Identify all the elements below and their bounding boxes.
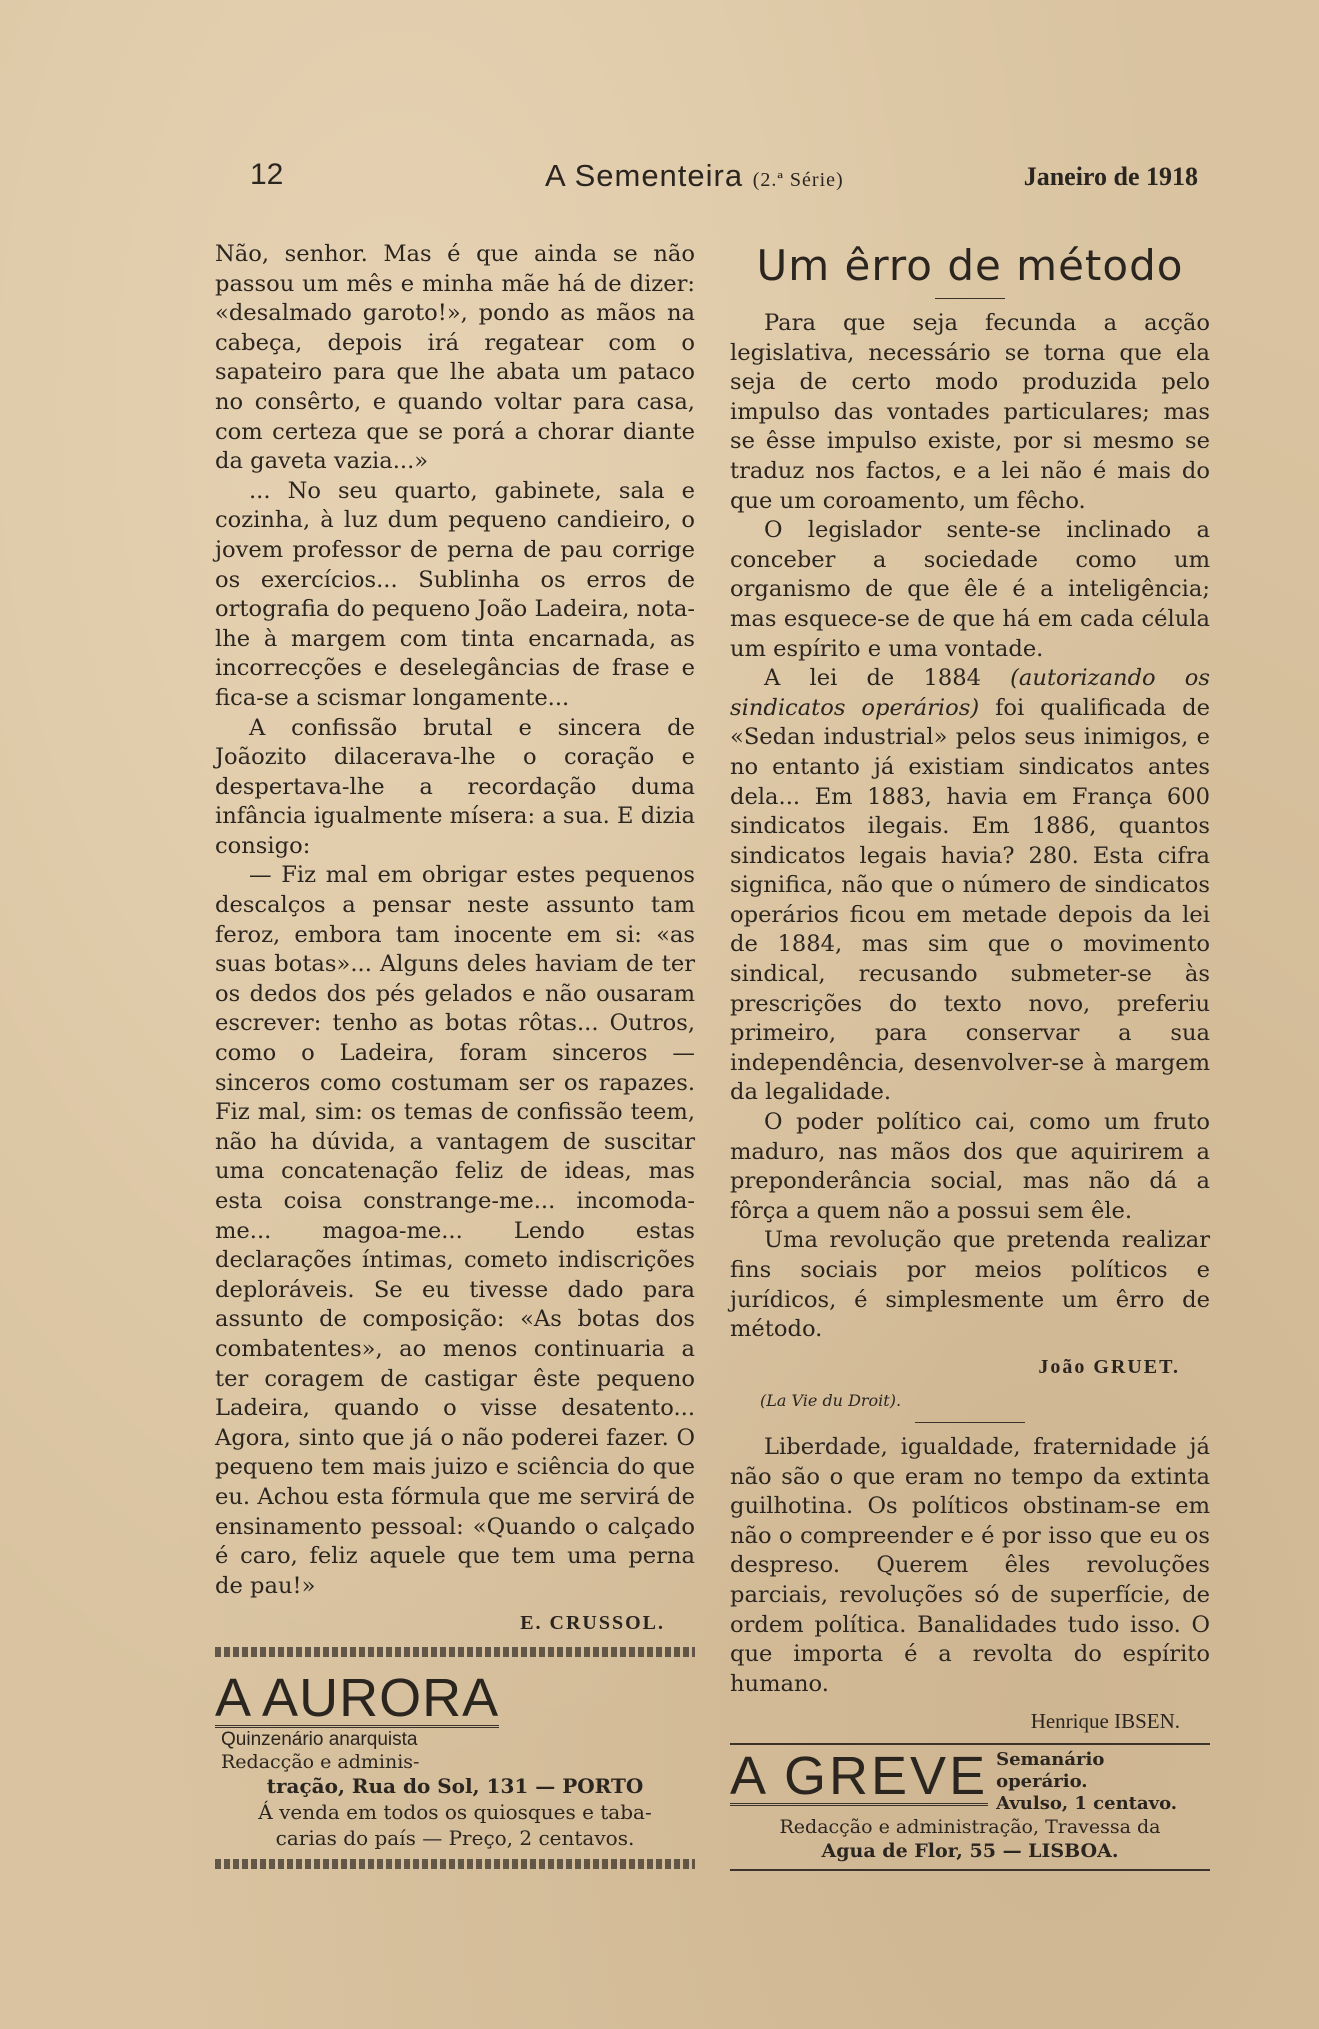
ad-greve: [730, 1745, 1210, 1863]
ad-greve-side: [996, 1749, 1196, 1815]
title-rule: [935, 298, 1005, 299]
masthead: [545, 158, 844, 194]
author-signature: João GRUET.: [1038, 1355, 1180, 1378]
lei-text-start: A lei de 1884: [764, 665, 1011, 692]
issue-date: Janeiro de 1918: [1023, 162, 1198, 191]
paragraph: — Fiz mal em obrigar estes pequenos descalços a pensar neste assunto tam feroz, embora tam inocente em si: «as suas botas»... Alguns deles haviam de ter os dedos dos pés gelados e não ousaram escrever: tenho as botas rôtas... Outros, como o Ladeira, foram sinceros — sinceros como costumam ser os rapazes. Fiz mal, sim: os temas de confissão teem, não ha dúvida, a vantagem de suscitar uma concatenação feliz de ideas, mas esta coisa constrange-me... incomoda-me... magoa-me... Lendo estas declarações íntimas, cometo indiscrições deploráveis. Se eu tivesse dado para assunto de composição: «As botas dos combatentes», ao menos continuaria a ter coragem de castigar êste pequeno Ladeira, quando o visse desatento... Agora, sinto que já o não poderei fazer. O pequeno tem mais juizo e sciência do que eu. Achou esta fórmula que me servirá de ensinamento pessoal: «Quando o calçado é caro, feliz aquele que tem uma perna de pau!»: [215, 862, 695, 1599]
page-number: 12: [250, 158, 284, 191]
ad-greve-line2: Agua de Flor, 55 — LISBOA.: [821, 1839, 1119, 1862]
lei-italic: (autorizando os sindicatos operários): [730, 665, 1210, 721]
ornamental-rule: [215, 1859, 695, 1869]
paragraph: O legislador sente-se inclinado a conceber a sociedade como um organismo de que êle é a inteligência; mas esquece-se de que há em cada célula um espírito e uma vontade.: [730, 517, 1210, 662]
author-signature: E. CRUSSOL.: [520, 1612, 665, 1635]
ad-aurora-line4: carias do país — Preço, 2 centavos.: [275, 1825, 635, 1850]
paragraph: O poder político cai, como um fruto maduro, nas mãos dos que aquirirem a preponderância social, mas não dá a fôrça a quem não a possui sem êle.: [730, 1109, 1210, 1224]
ad-aurora-line1: Redacção e adminis-: [221, 1750, 420, 1773]
page-header: [230, 158, 1210, 198]
paragraph: Para que seja fecunda a acção legislativa, necessário se torna que ela seja de certo modo produzida pelo impulso das vontades particulares; mas se êsse impulso existe, por si mesmo se traduz nos factos, e a lei não é mais do que um coroamento, um fêcho.: [730, 310, 1210, 514]
paragraph: ... No seu quarto, gabinete, sala e cozinha, à luz dum pequeno candieiro, o jovem professor de perna de pau corrige os exercícios... Sublinha os erros de ortografia do pequeno João Ladeira, nota-lhe à margem com tinta encarnada, as incorrecções e deselegâncias de frase e fica-se a scismar longamente...: [215, 477, 695, 711]
article-title: Um êrro de método: [756, 241, 1184, 290]
ad-aurora-title: A AURORA: [215, 1667, 500, 1728]
author-signature: Henrique IBSEN.: [1030, 1709, 1180, 1734]
paragraph: Não, senhor. Mas é que ainda se não passou um mês e minha mãe há de dizer: «desalmado garoto!», pondo as mãos na cabeça, depois irá regatear com o sapateiro para que lhe abata um pataco no consêrto, e quando voltar para casa, com certeza que se porá a chorar diante da gaveta vazia...»: [215, 241, 695, 475]
ad-greve-tagline: Semanário operário.: [996, 1748, 1105, 1792]
masthead-title: A Sementeira: [545, 158, 744, 193]
ad-greve-price: Avulso, 1 centavo.: [996, 1792, 1178, 1814]
paragraph-lei: [730, 664, 1210, 1108]
ad-aurora: [215, 1665, 695, 1851]
ad-aurora-tagline: Quinzenário anarquista: [221, 1728, 418, 1750]
ad-aurora-line2: tração, Rua do Sol, 131 — PORTO: [266, 1773, 644, 1798]
series-label: (2.ª Série): [752, 169, 844, 191]
source-citation: (La Vie du Droit).: [760, 1391, 902, 1411]
ad-aurora-line3: Á venda em todos os quiosques e taba-: [258, 1799, 652, 1824]
lei-text-end: foi qualificada de «Sedan industrial» pelos seus inimigos, e no entanto já existiam sindicatos antes dela... Em 1883, havia em França 600 sindicatos ilegais. Em 1886, quantos sindicatos legais havia? 280. Esta cifra significa, não que o número de sindicatos operários ficou em metade depois da lei de 1884, mas sim que o movimento sindical, recusando submeter-se às prescrições do texto novo, preferiu primeiro, para conservar a sua independência, desenvolver-se à margem da legalidade.: [730, 694, 1211, 1106]
ornamental-rule: [215, 1647, 695, 1657]
ad-greve-title: A GREVE: [730, 1745, 989, 1806]
ad-aurora-side: [221, 1728, 446, 1773]
ad-greve-line1: Redacção e administração, Travessa da: [779, 1815, 1161, 1838]
paragraph: A confissão brutal e sincera de Joãozito dilacerava-lhe o coração e despertava-lhe a recordação duma infância igualmente mísera: a sua. E dizia consigo:: [215, 714, 695, 859]
section-divider: [915, 1422, 1025, 1423]
paragraph: Liberdade, igualdade, fraternidade já não são o que eram no tempo da extinta guilhotina. Os políticos obstinam-se em não o compreender e é por isso que eu os despreso. Querem êles revoluções parciais, revoluções só de superfície, de ordem política. Banalidades tudo isso. O que importa é a revolta do espírito humano.: [730, 1433, 1210, 1697]
ad-bottom-rule: [730, 1869, 1210, 1871]
left-column: [215, 240, 695, 1877]
paragraph: Uma revolução que pretenda realizar fins sociais por meios políticos e jurídicos, é simplesmente um êrro de método.: [730, 1227, 1210, 1343]
right-column: [730, 240, 1210, 1871]
